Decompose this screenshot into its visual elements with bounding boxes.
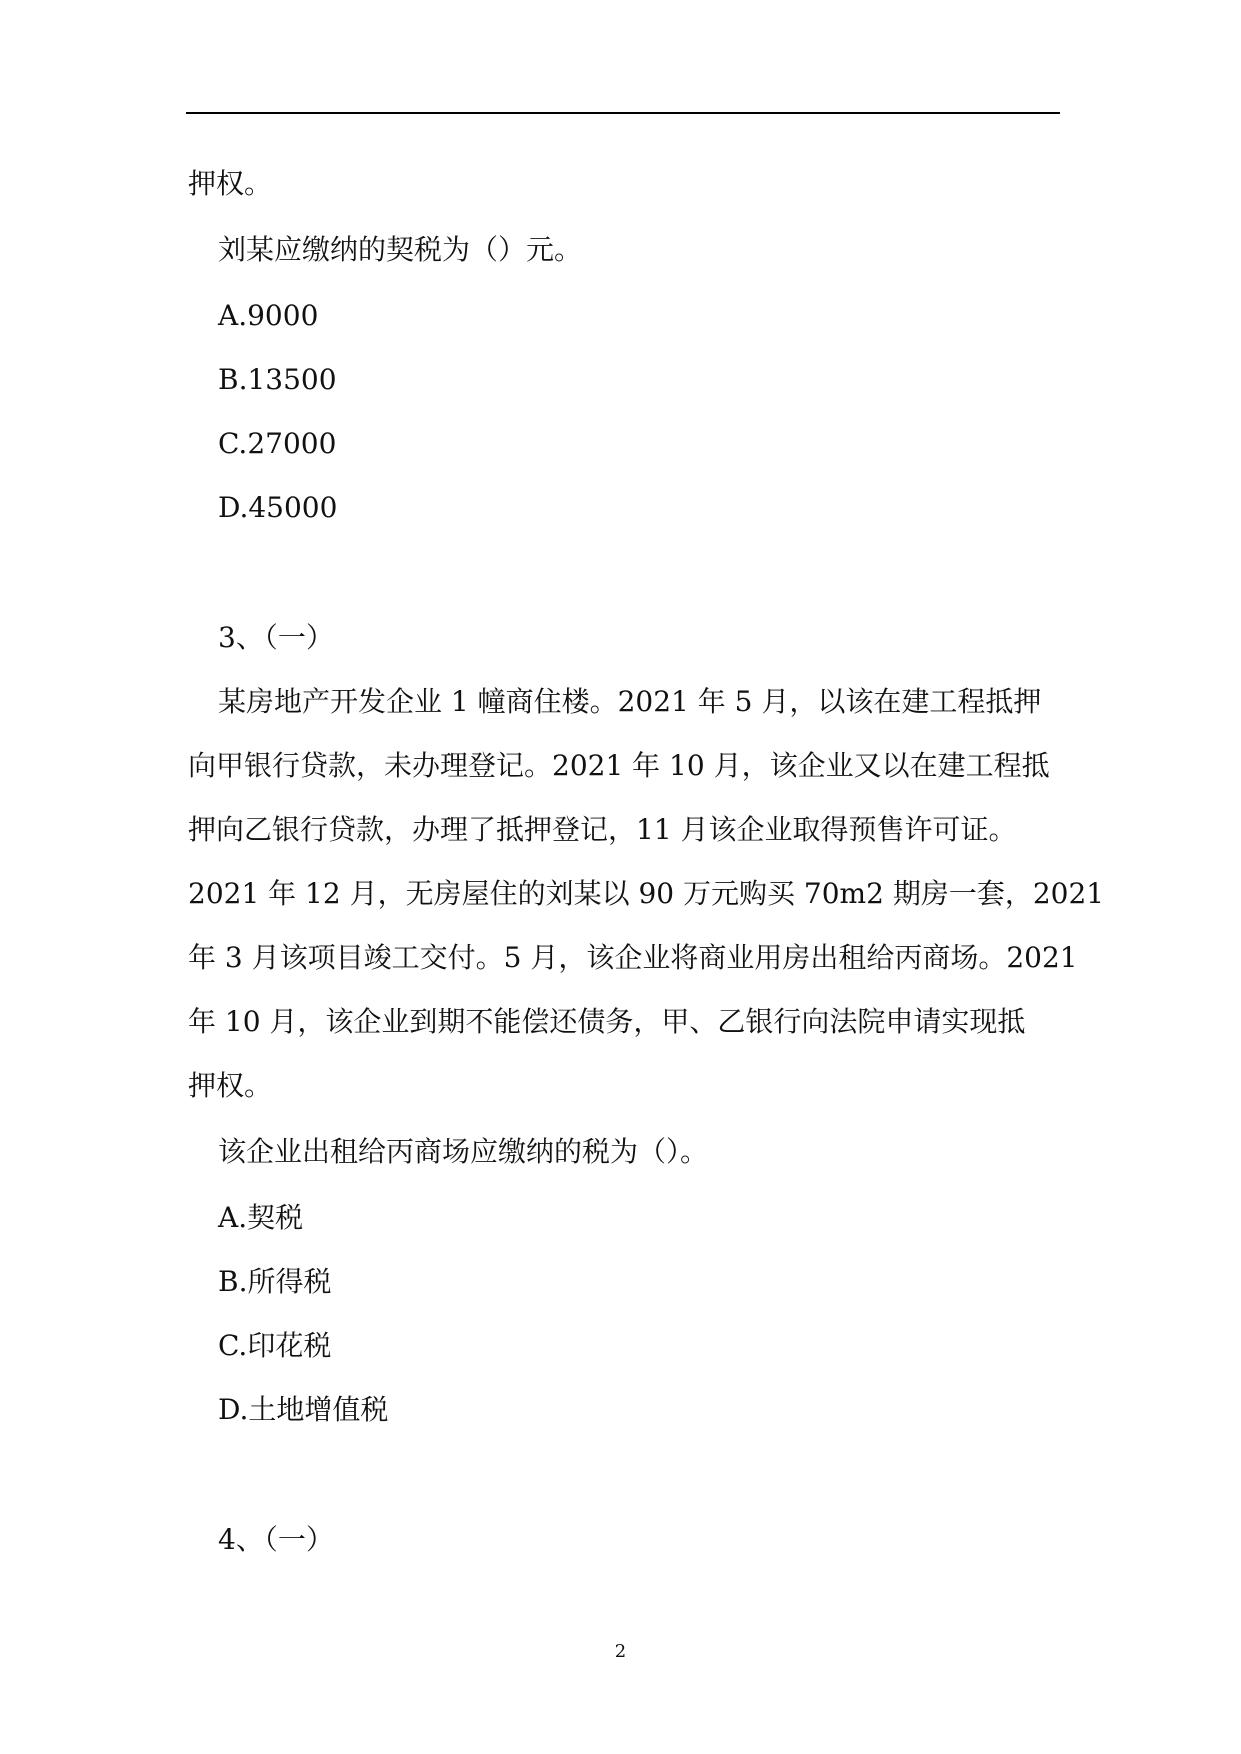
q2-option-c: C.27000 xyxy=(218,427,337,460)
header-rule xyxy=(186,112,1060,114)
q2-question: 刘某应缴纳的契税为（）元。 xyxy=(218,233,583,266)
q3-paragraph-line: 押权。 xyxy=(188,1069,273,1102)
q3-option-b: B.所得税 xyxy=(218,1265,332,1298)
q3-paragraph-line: 押向乙银行贷款，办理了抵押登记，11 月该企业取得预售许可证。 xyxy=(188,813,1017,846)
q3-paragraph-line: 年 3 月该项目竣工交付。5 月，该企业将商业用房出租给丙商场。2021 xyxy=(188,941,1078,974)
q3-question: 该企业出租给丙商场应缴纳的税为（）。 xyxy=(218,1135,709,1168)
q3-heading: 3、（一） xyxy=(218,621,334,654)
q4-heading: 4、（一） xyxy=(218,1523,334,1556)
q2-option-d: D.45000 xyxy=(218,491,338,524)
q3-paragraph-line: 向甲银行贷款，未办理登记。2021 年 10 月，该企业又以在建工程抵 xyxy=(188,749,1050,782)
q2-option-a: A.9000 xyxy=(218,299,319,332)
q3-option-c: C.印花税 xyxy=(218,1329,332,1362)
q3-option-a: A.契税 xyxy=(218,1201,304,1234)
q2-option-b: B.13500 xyxy=(218,363,337,396)
page-number: 2 xyxy=(614,1641,627,1662)
q3-paragraph-line: 年 10 月，该企业到期不能偿还债务，甲、乙银行向法院申请实现抵 xyxy=(188,1005,1026,1038)
q3-option-d: D.土地增值税 xyxy=(218,1393,389,1426)
q3-paragraph-line: 某房地产开发企业 1 幢商住楼。2021 年 5 月，以该在建工程抵押 xyxy=(218,685,1042,718)
q3-paragraph-line: 2021 年 12 月，无房屋住的刘某以 90 万元购买 70m2 期房一套，2021 xyxy=(188,877,1105,910)
q2-continuation: 押权。 xyxy=(188,167,273,200)
